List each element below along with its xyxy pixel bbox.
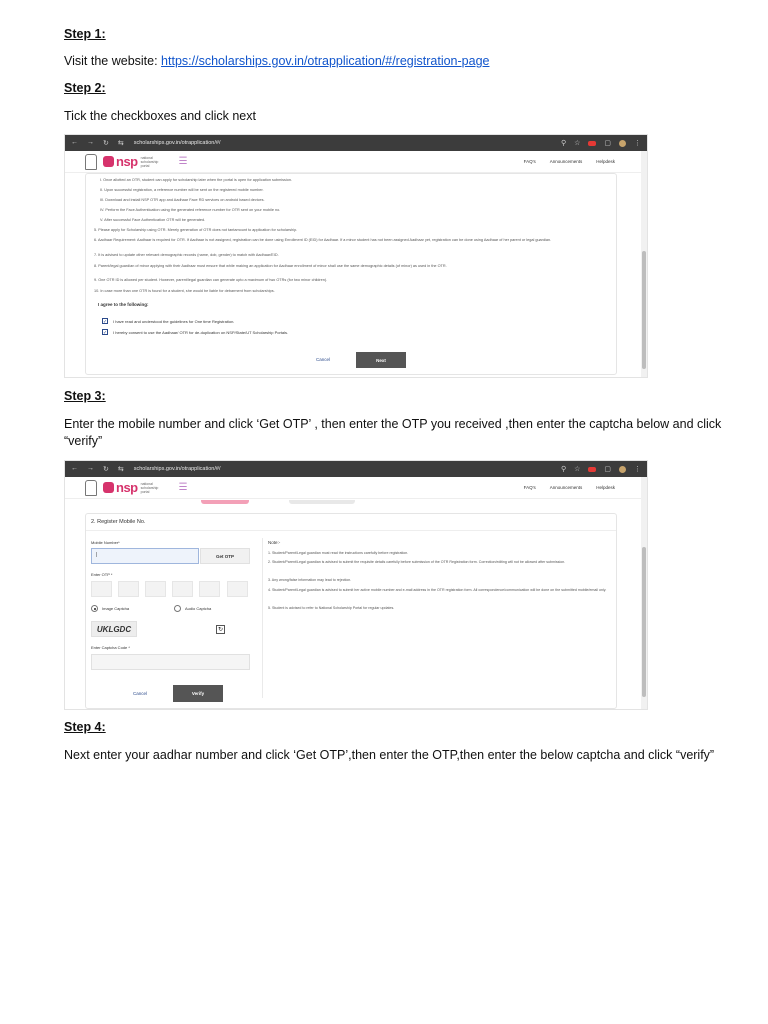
captcha-code-input[interactable] <box>91 654 250 670</box>
forward-icon: → <box>87 139 94 146</box>
menu-icon: ☰ <box>178 482 188 493</box>
portal-header <box>65 151 647 173</box>
step-2-text: Tick the checkboxes and click next <box>64 109 256 123</box>
checkbox-consent-label: I hereby consent to use the Aadhaar/ OTR for de-duplication on NSP/State/UT Scholarship Portals. <box>113 329 289 335</box>
guideline-1: I. Once allotted an OTR, student can apply for scholarship later when the portal is open for application submission. <box>100 178 293 182</box>
checkbox-row-guidelines[interactable] <box>102 318 234 324</box>
record-icon <box>588 467 596 472</box>
registration-link[interactable]: https://scholarships.gov.in/otrapplication/#/registration-page <box>161 54 490 68</box>
browser-toolbar <box>65 461 647 477</box>
checkbox-guidelines[interactable]: ✓ <box>103 319 108 325</box>
checkbox-guidelines-label: I have read and understood the guidelines for One time Registration. <box>113 318 235 324</box>
otp-digit-4[interactable] <box>172 581 193 597</box>
note-2: 2. Student/Parent/Legal guardian is advised to submit the requisite details carefully before submission of the OTR Registration form. Correction/editing will not be allowed after submission. <box>268 560 566 564</box>
step-1-heading: Step 1: <box>64 27 106 41</box>
radio-image-captcha-label: Image Captcha <box>102 606 130 611</box>
otp-digit-6[interactable] <box>227 581 248 597</box>
step-2-heading: Step 2: <box>64 81 106 95</box>
guidelines-card <box>85 173 617 375</box>
more-icon: ⋮ <box>634 466 641 473</box>
column-divider <box>262 538 263 698</box>
emblem-icon <box>85 154 97 170</box>
captcha-image: UKLGDC <box>91 621 137 637</box>
step-3-heading: Step 3: <box>64 389 106 403</box>
site-info-icon: ⇆ <box>117 140 124 147</box>
note-1: 1. Student/Parent/Legal guardian must read the instructions carefully before registration. <box>268 551 409 555</box>
nsp-logo: nsp <box>116 154 138 169</box>
checkbox-row-consent[interactable] <box>102 329 288 335</box>
window-icon: ▢ <box>604 466 611 473</box>
guideline-5: V. After successful Face Authentication OTR will be generated. <box>100 218 206 222</box>
section-title: 2. Register Mobile No. <box>91 519 146 525</box>
next-button[interactable]: Next <box>356 352 406 368</box>
search-icon: ⚲ <box>560 140 567 147</box>
nsp-logo-subtitle: national scholarship portal <box>140 481 159 494</box>
note-5: 5. Student is advised to refer to National Scholarship Portal for regular updates. <box>268 606 395 610</box>
get-otp-button[interactable]: Get OTP <box>200 548 250 564</box>
step-1-label: Visit the website: <box>64 54 162 68</box>
step-4-heading: Step 4: <box>64 720 106 734</box>
nsp-logo-subtitle: national scholarship portal <box>140 155 159 168</box>
menu-helpdesk: Helpdesk <box>596 159 615 164</box>
site-info-icon: ⇆ <box>117 466 124 473</box>
menu-announcements: Announcements <box>549 485 583 490</box>
menu-announcements: Announcements <box>549 159 583 164</box>
scrollbar-thumb[interactable] <box>642 547 646 697</box>
cancel-button[interactable]: Cancel <box>133 691 148 696</box>
step-4-text: Next enter your aadhar number and click ‘Get OTP’,then enter the OTP,then enter the below captcha and click “verify” <box>64 748 715 762</box>
otp-digit-1[interactable] <box>91 581 112 597</box>
stepper-tab <box>289 500 355 504</box>
screenshot-otr-guidelines <box>64 134 648 378</box>
avatar <box>619 140 626 147</box>
guideline-8: 7. It is advised to update other relevant demographic records (name, dob, gender) to match with Aadhaar/EID. <box>94 253 279 257</box>
scrollbar[interactable] <box>641 151 647 377</box>
back-icon: ← <box>71 465 78 472</box>
emblem-icon <box>85 480 97 496</box>
search-icon: ⚲ <box>560 466 567 473</box>
stepper-active-tab <box>201 500 249 504</box>
menu-icon: ☰ <box>178 156 188 167</box>
verify-button[interactable]: Verify <box>173 685 223 702</box>
menu-helpdesk: Helpdesk <box>596 485 615 490</box>
step-1-text <box>64 53 724 70</box>
guideline-2: II. Upon successful registration, a reference number will be sent on the registered mobile number. <box>100 188 264 192</box>
radio-audio-captcha-label: Audio Captcha <box>185 606 212 611</box>
guideline-10: 9. One OTR ID is allowed per student. However, parent/legal guardian can generate upto a maximum of two OTRs (for two minor children). <box>94 278 328 282</box>
avatar <box>619 466 626 473</box>
guideline-3: III. Download and install NSP OTR app and Aadhaar Face RD services on android based devices. <box>100 198 265 202</box>
refresh-captcha-icon[interactable]: ↻ <box>217 627 224 633</box>
portal-header <box>65 477 647 499</box>
reload-icon: ↻ <box>103 466 109 473</box>
otp-label: Enter OTP * <box>91 572 113 577</box>
scrollbar-thumb[interactable] <box>642 251 646 369</box>
step-3-text: Enter the mobile number and click ‘Get OTP’ , then enter the OTP you received ,then enter the captcha below and click “verify” <box>64 417 722 448</box>
record-icon <box>588 141 596 146</box>
address-bar: scholarships.gov.in/otrapplication/#/ <box>133 466 221 472</box>
more-icon: ⋮ <box>634 140 641 147</box>
otp-digit-3[interactable] <box>145 581 166 597</box>
captcha-code-label: Enter Captcha Code * <box>91 645 130 650</box>
nsp-logo-icon <box>103 156 114 167</box>
screenshot-register-mobile <box>64 460 648 710</box>
address-bar: scholarships.gov.in/otrapplication/#/ <box>133 140 221 146</box>
guideline-9: 8. Parent/legal guardian of minor applying with their Aadhaar must ensure that while making an application for Aadhaar enrollment of minor shall use the same demographic details (of minor) as used in the OTR. <box>94 264 447 268</box>
menu-faq: FAQ's <box>523 159 536 164</box>
agree-heading: I agree to the following: <box>98 302 149 307</box>
section-divider <box>86 530 616 531</box>
note-4: 4. Student/Parent/Legal guardian is advised to submit her active mobile number and e-mail address in the OTR registration form. All correspondence/communication will be done on the submitted mobile/email only. <box>268 588 607 592</box>
nsp-logo: nsp <box>116 480 138 495</box>
forward-icon: → <box>87 465 94 472</box>
window-icon: ▢ <box>604 140 611 147</box>
otp-digit-5[interactable] <box>199 581 220 597</box>
guideline-11: 10. In case more than one OTR is found for a student, she would be liable for debarment from scholarships. <box>94 289 275 293</box>
radio-audio-captcha[interactable] <box>174 605 181 612</box>
cancel-button[interactable]: Cancel <box>316 357 331 362</box>
note-heading: Note:- <box>268 540 281 545</box>
guideline-4: IV. Perform the Face Authentication using the generated reference number for OTR sent on your mobile no. <box>100 208 281 212</box>
checkbox-consent[interactable]: ✓ <box>103 330 108 336</box>
menu-faq: FAQ's <box>523 485 536 490</box>
otp-digit-2[interactable] <box>118 581 139 597</box>
star-icon: ☆ <box>574 466 581 473</box>
register-mobile-card <box>85 513 617 709</box>
guideline-7: 6. Aadhaar Requirement: Aadhaar is required for OTR. If Aadhaar is not assigned, registration can be done using Enrollment ID (EID) for Aadhaar. If a minor student has not been assigned Aadhaar yet, registration can be done using Aadhaar of her parent or legal guardian. <box>94 238 552 242</box>
nsp-logo-icon <box>103 482 114 493</box>
mobile-input[interactable] <box>91 548 199 564</box>
radio-image-captcha[interactable] <box>91 605 98 612</box>
guideline-6: 5. Please apply for Scholarship using OTR. Merely generation of OTR does not tantamount to application for scholarship. <box>94 228 298 232</box>
scrollbar[interactable] <box>641 477 647 709</box>
mobile-input-value: | <box>96 552 98 558</box>
star-icon: ☆ <box>574 140 581 147</box>
back-icon: ← <box>71 139 78 146</box>
note-3: 3. Any wrong/false information may lead to rejection. <box>268 578 352 582</box>
mobile-label: Mobile Number* <box>91 540 120 545</box>
browser-toolbar <box>65 135 647 151</box>
reload-icon: ↻ <box>103 140 109 147</box>
